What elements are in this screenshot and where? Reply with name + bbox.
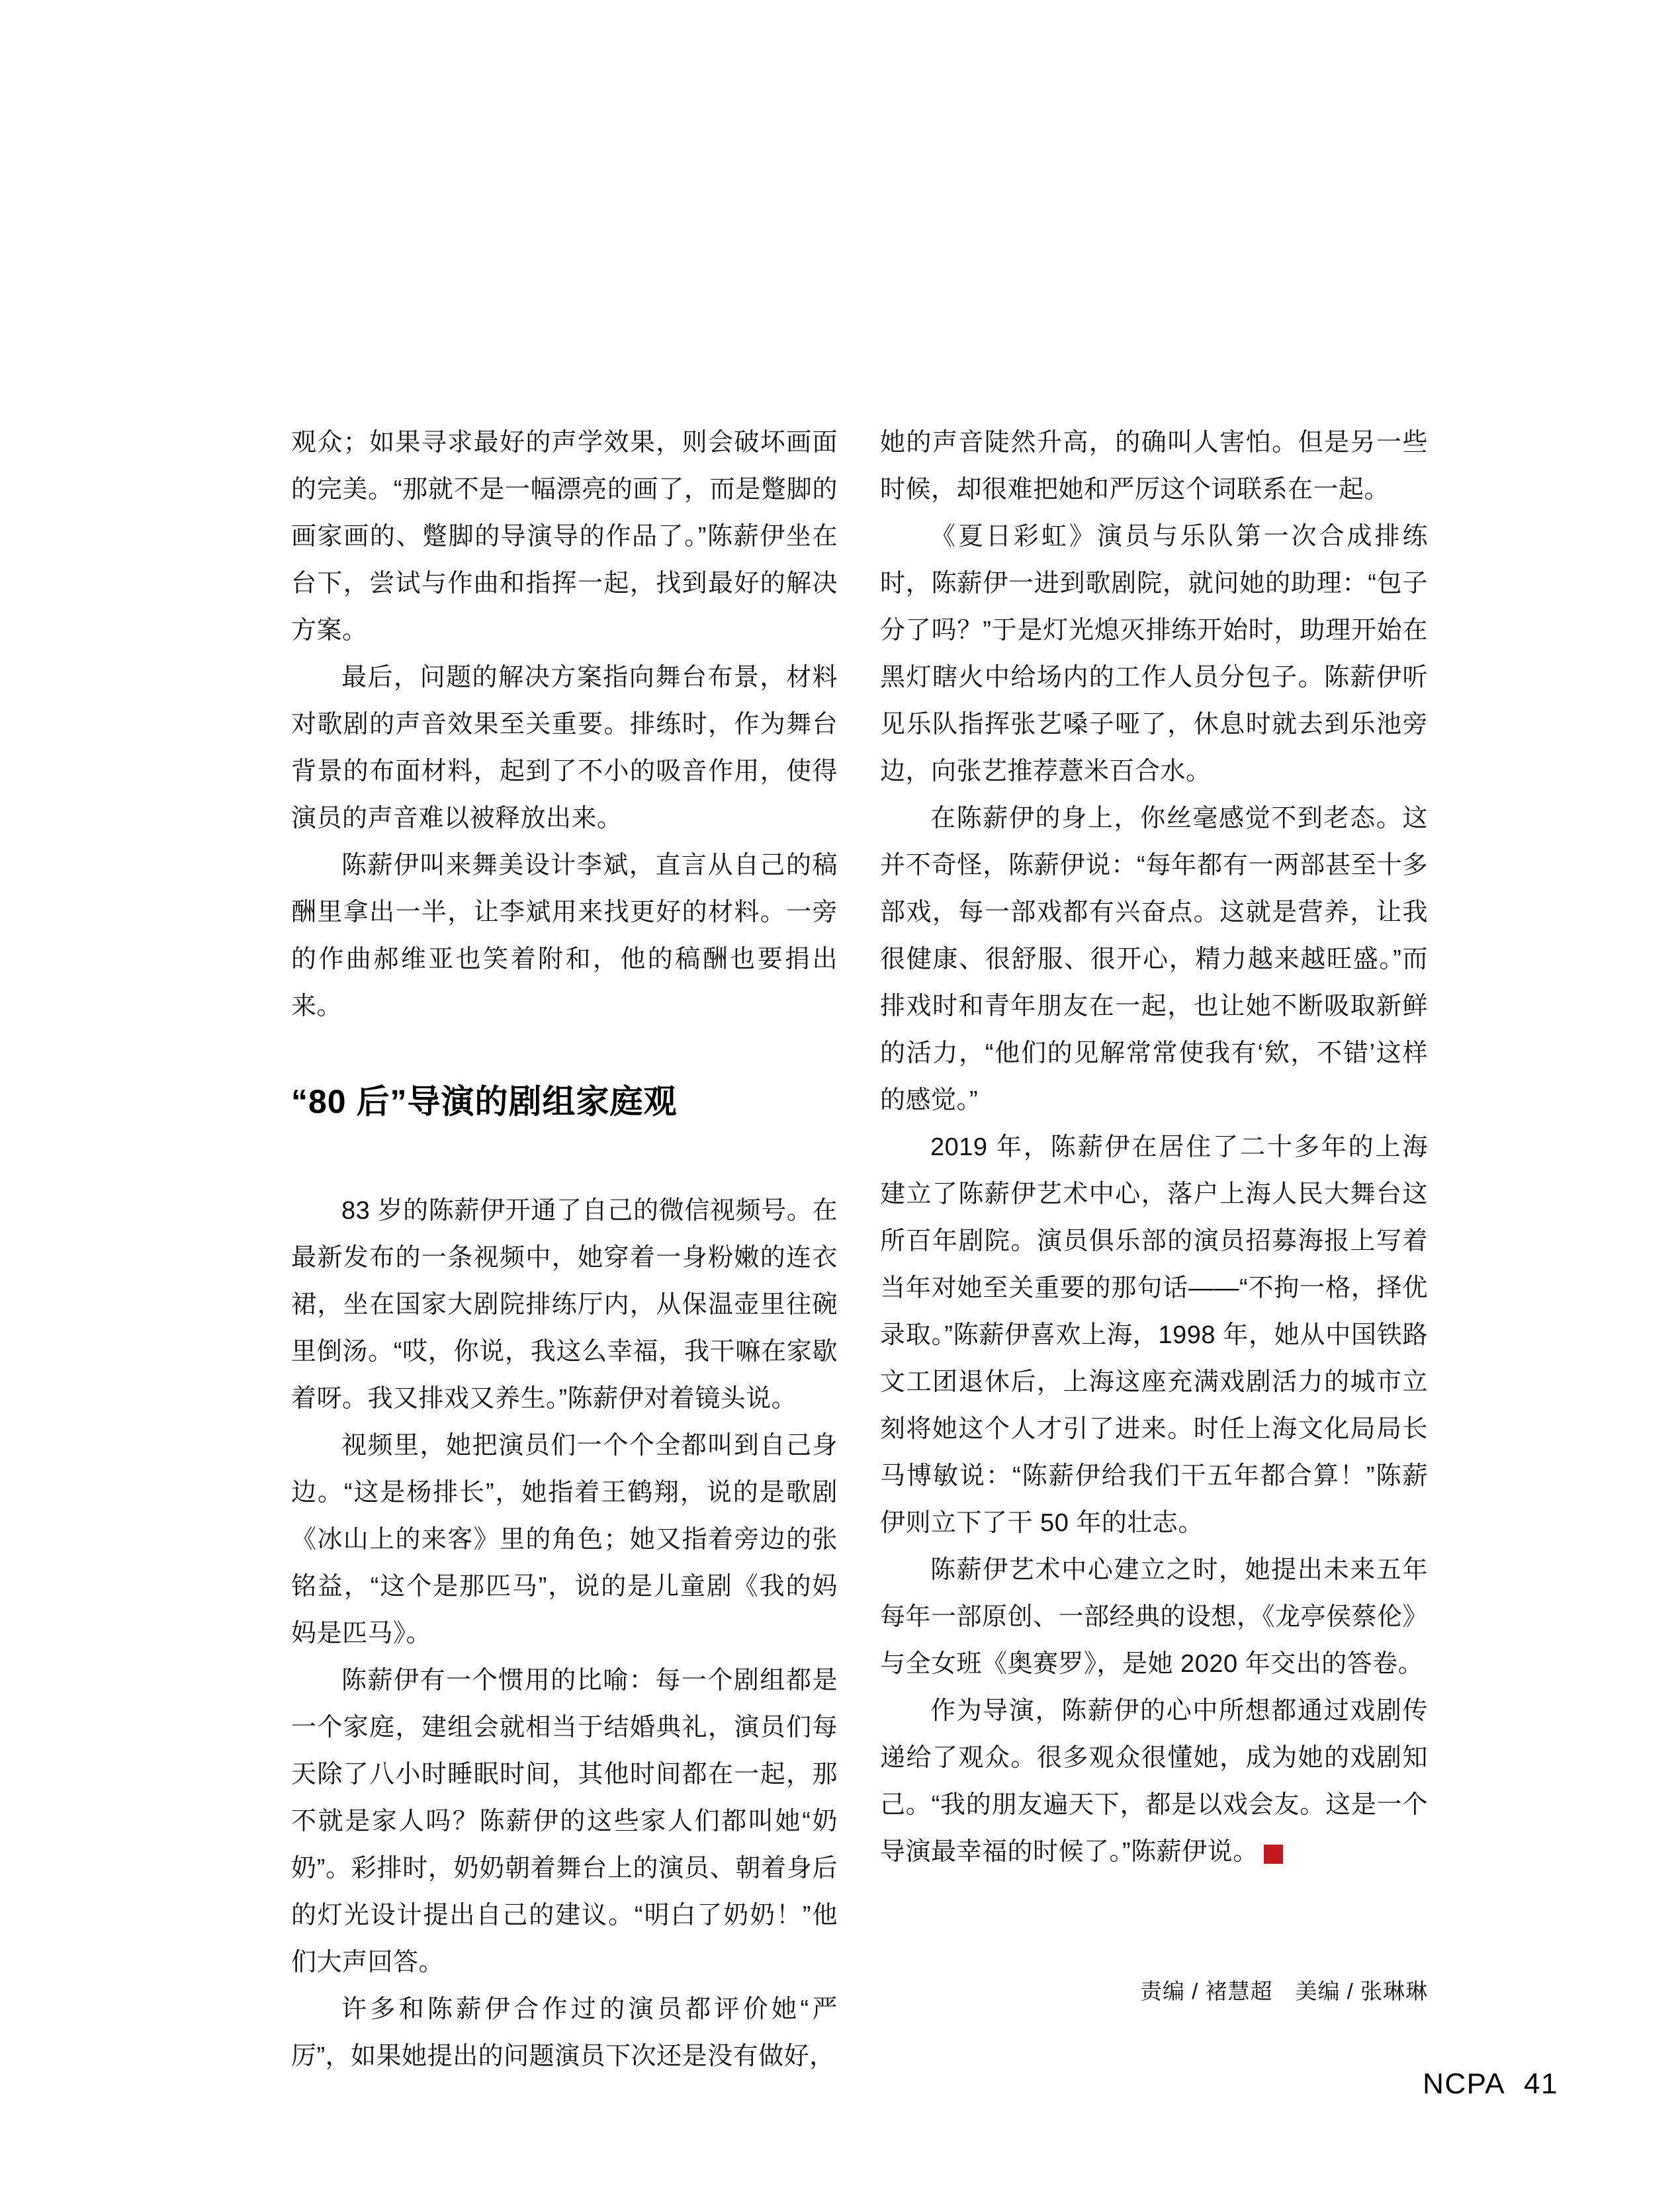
paragraph: 83 岁的陈薪伊开通了自己的微信视频号。在最新发布的一条视频中，她穿着一身粉嫩的连衣裙，坐在国家大剧院排练厅内，从保温壶里往碗里倒汤。“哎，你说，我这么幸福，我干嘛在家歇着呀。我又排戏又养生。”陈薪伊对着镜头说。 <box>291 1197 838 1413</box>
paragraph: 观众；如果寻求最好的声学效果，则会破坏画面的完美。“那就不是一幅漂亮的画了，而是蹩脚的画家画的、蹩脚的导演导的作品了。”陈薪伊坐在台下，尝试与作曲和指挥一起，找到最好的解决方案。 <box>291 429 838 644</box>
paragraph: 《夏日彩虹》演员与乐队第一次合成排练时，陈薪伊一进到歌剧院，就问她的助理：“包子分了吗？”于是灯光熄灭排练开始时，助理开始在黑灯瞎火中给场内的工作人员分包子。陈薪伊听见乐队指挥张艺嗓子哑了，休息时就去到乐池旁边，向张艺推荐薏米百合水。 <box>880 523 1428 785</box>
paragraph: 陈薪伊有一个惯用的比喻：每一个剧组都是一个家庭，建组会就相当于结婚典礼，演员们每天除了八小时睡眠时间，其他时间都在一起，那不就是家人吗？陈薪伊的这些家人们都叫她“奶奶”。彩排时，奶奶朝着舞台上的演员、朝着身后的灯光设计提出自己的建议。“明白了奶奶！”他们大声回答。 <box>291 1667 838 1976</box>
ncpa-end-mark-text-bottom: PA <box>1313 1854 1325 1863</box>
paragraph: 陈薪伊艺术中心建立之时，她提出未来五年每年一部原创、一部经典的设想，《龙亭侯蔡伦》与全女班《奥赛罗》，是她 2020 年交出的答卷。 <box>880 1556 1429 1678</box>
ncpa-end-mark-text-top: NC <box>1313 1845 1326 1854</box>
paragraph: 2019 年，陈薪伊在居住了二十多年的上海建立了陈薪伊艺术中心，落户上海人民大舞台这所百年剧院。演员俱乐部的演员招募海报上写着当年对她至关重要的那句话——“不拘一格，择优录取。”陈薪伊喜欢上海，1998 年，她从中国铁路文工团退休后，上海这座充满戏剧活力的城市立刻将她这个人才引了进来。时任上海文化局局长马博敏说：“陈薪伊给我们干五年都合算！”陈薪伊则立下了干 50 年的壮志。 <box>880 1133 1428 1537</box>
credits-line: 责编 / 褚慧超 美编 / 张琳琳 <box>1139 1979 1428 2003</box>
left-column <box>291 419 838 2080</box>
footer-brand-label: NCPA <box>1423 2068 1506 2100</box>
paragraph-text: 作为导演，陈薪伊的心中所想都通过戏剧传递给了观众。很多观众很懂她，成为她的戏剧知己。“我的朋友遍天下，都是以戏会友。这是一个导演最幸福的时候了。”陈薪伊说。 <box>880 1697 1428 1866</box>
page-footer <box>1423 2070 1558 2099</box>
paragraph: 最后，问题的解决方案指向舞台布景，材料对歌剧的声音效果至关重要。排练时，作为舞台背景的布面材料，起到了不小的吸音作用，使得演员的声音难以被释放出来。 <box>291 664 838 832</box>
ncpa-end-mark <box>1264 1845 1326 1864</box>
paragraph: 视频里，她把演员们一个个全都叫到自己身边。“这是杨排长”，她指着王鹤翔，说的是歌剧《冰山上的来客》里的角色；她又指着旁边的张铭益，“这个是那匹马”，说的是儿童剧《我的妈妈是匹马》。 <box>291 1432 838 1647</box>
section-heading: “80 后”导演的剧组家庭观 <box>291 1083 678 1120</box>
paragraph: 她的声音陡然升高，的确叫人害怕。但是另一些时候，却很难把她和严厉这个词联系在一起。 <box>880 429 1428 503</box>
paragraph: 在陈薪伊的身上，你丝毫感觉不到老态。这并不奇怪，陈薪伊说：“每年都有一两部甚至十多部戏，每一部戏都有兴奋点。这就是营养，让我很健康、很舒服、很开心，精力越来越旺盛。”而排戏时和青年朋友在一起，也让她不断吸取新鲜的活力，“他们的见解常常使我有‘欸，不错’这样的感觉。” <box>880 805 1428 1114</box>
page-number: 41 <box>1524 2068 1558 2100</box>
paragraph <box>880 1688 1428 1876</box>
paragraph: 许多和陈薪伊合作过的演员都评价她“严厉”，如果她提出的问题演员下次还是没有做好， <box>291 1995 838 2070</box>
right-column <box>880 419 1428 1876</box>
paragraph: 陈薪伊叫来舞美设计李斌，直言从自己的稿酬里拿出一半，让李斌用来找更好的材料。一旁的作曲郝维亚也笑着附和，他的稿酬也要捐出来。 <box>291 852 838 1020</box>
